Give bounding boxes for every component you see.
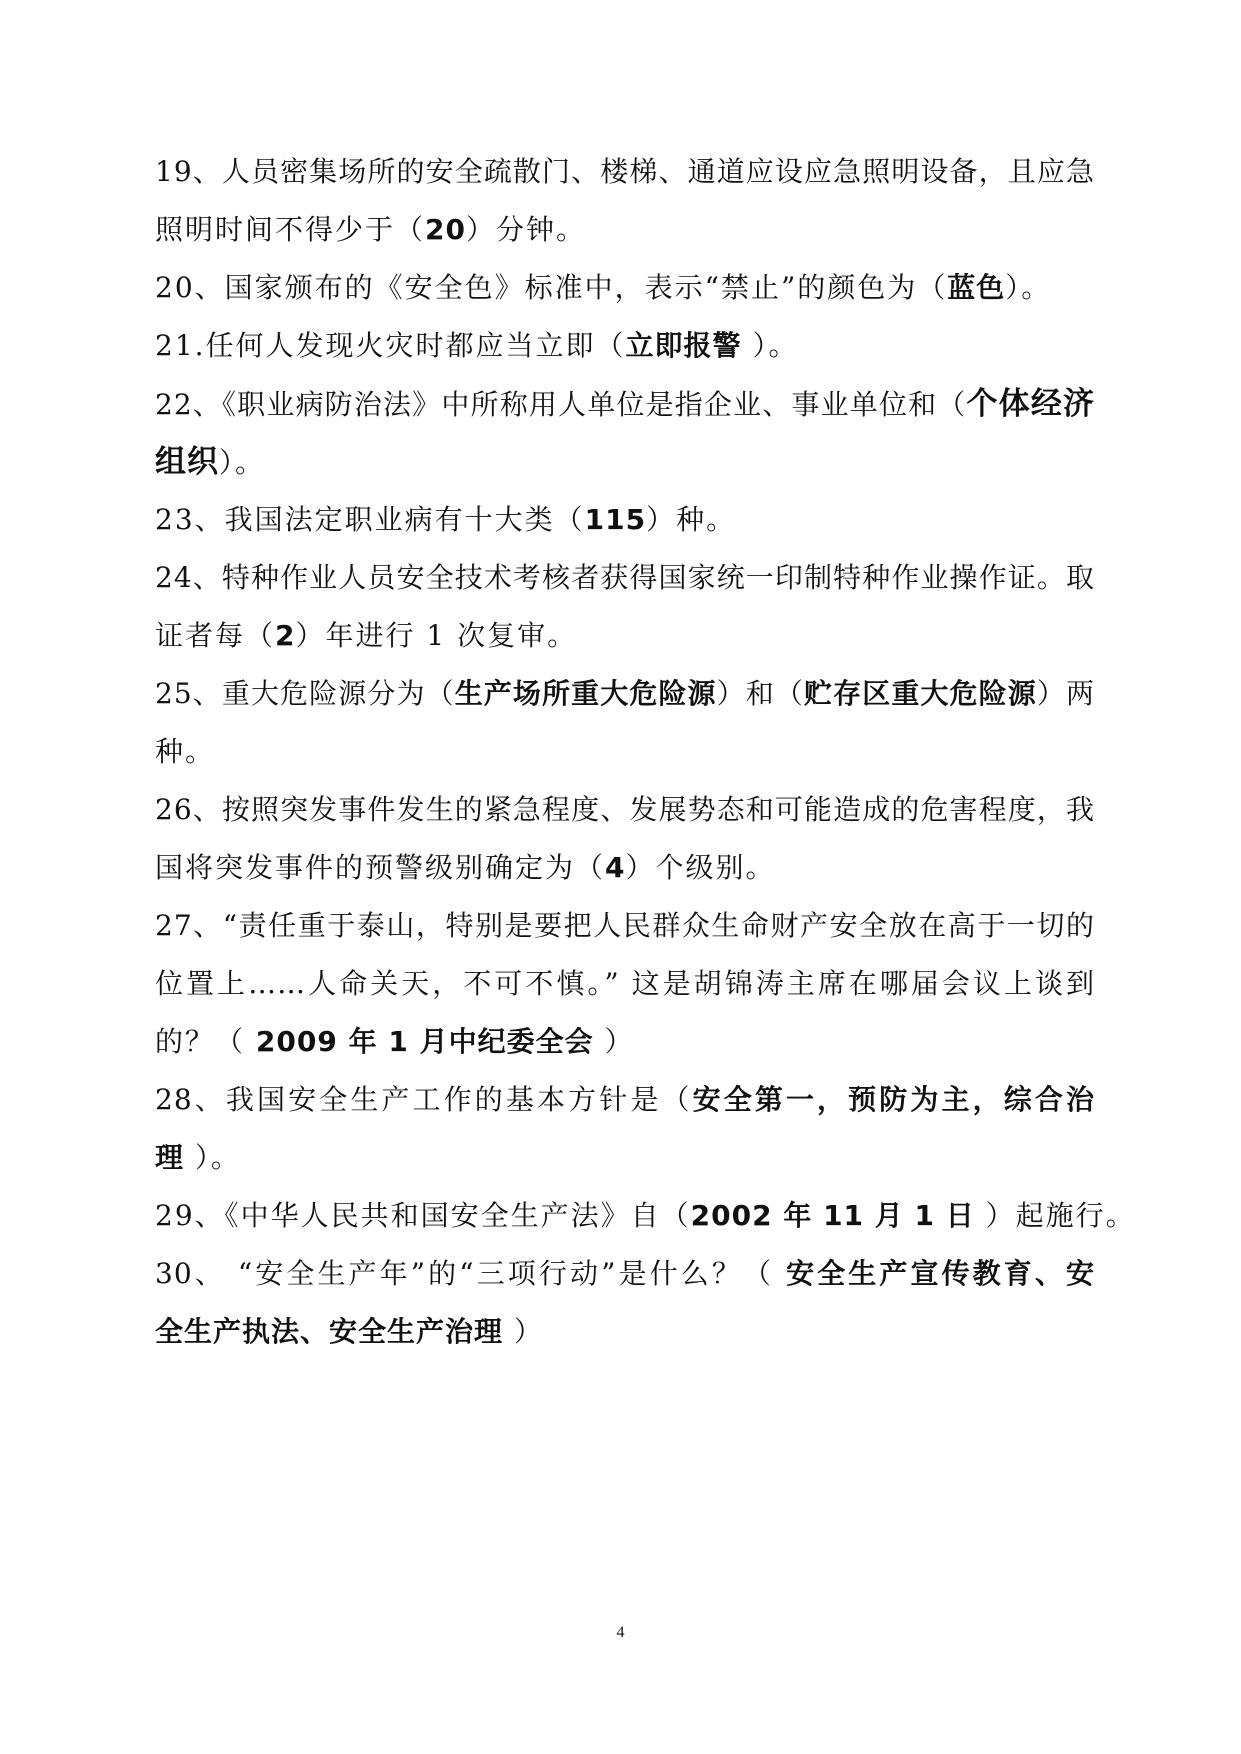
answer-text: 安全第一，预防为主，综合治	[692, 1083, 1095, 1116]
question-text: ）。	[741, 329, 799, 362]
question-text: ）分钟。	[465, 213, 586, 246]
question-30-line-1	[155, 1249, 1095, 1299]
question-text: ）起施行。	[974, 1199, 1136, 1232]
question-27-line-3	[155, 1017, 1095, 1067]
question-text: 照明时间不得少于（	[155, 213, 426, 246]
question-27-line-2	[155, 959, 1095, 1009]
question-text: ）年进行 1 次复审。	[295, 619, 578, 652]
question-28-line-2	[155, 1133, 1095, 1183]
answer-text: 2002 年 11 月 1 日	[690, 1199, 975, 1232]
question-19-line-2	[155, 205, 1095, 255]
question-26-line-1	[155, 785, 1095, 835]
answer-text: 理	[155, 1141, 185, 1174]
answer-text: 4	[605, 851, 626, 884]
question-text: ）两	[1036, 677, 1095, 710]
answer-text: 20	[425, 213, 466, 246]
question-text: 证者每（	[155, 619, 276, 652]
question-text: 24、特种作业人员安全技术考核者获得国家统一印制特种作业操作证。取	[155, 561, 1095, 594]
question-19-line-1	[155, 147, 1095, 197]
question-text: 30、 “安全生产年”的“三项行动”是什么？（	[155, 1257, 787, 1290]
question-text: 的？（	[155, 1025, 256, 1058]
question-text: 种。	[155, 735, 216, 768]
question-24-line-1	[155, 553, 1095, 603]
answer-text: 组织	[155, 444, 219, 480]
question-text: ）种。	[646, 503, 737, 536]
question-text: ）和（	[716, 677, 804, 710]
question-24-line-2	[155, 611, 1095, 661]
question-text: 国将突发事件的预警级别确定为（	[155, 851, 606, 884]
question-text: 21.任何人发现火灾时都应当立即（	[155, 329, 626, 362]
answer-text: 生产场所重大危险源	[454, 677, 717, 710]
question-text: 27、“责任重于泰山，特别是要把人民群众生命财产安全放在高于一切的	[155, 909, 1095, 942]
answer-text: 立即报警	[625, 329, 742, 362]
question-26-line-2	[155, 843, 1095, 893]
question-text: 26、按照突发事件发生的紧急程度、发展势态和可能造成的危害程度，我	[155, 793, 1095, 826]
question-text: 位置上……人命关天，不可不慎。” 这是胡锦涛主席在哪届会议上谈到	[155, 967, 1095, 1000]
question-25-line-1	[155, 669, 1095, 719]
question-text: 22、《职业病防治法》中所称用人单位是指企业、事业单位和（	[155, 388, 967, 421]
question-29-line-1	[155, 1191, 1136, 1241]
question-23-line-1	[155, 495, 1095, 545]
question-20-line-1	[155, 263, 1095, 313]
question-28-line-1	[155, 1075, 1095, 1125]
question-text: ）。	[1005, 271, 1052, 304]
question-27-line-1	[155, 901, 1095, 951]
question-text: 28、我国安全生产工作的基本方针是（	[155, 1083, 693, 1116]
question-text: ）。	[219, 446, 266, 479]
question-text: 23、我国法定职业病有十大类（	[155, 503, 585, 536]
question-30-line-2	[155, 1307, 1095, 1357]
question-text: 20、国家颁布的《安全色》标准中，表示“禁止”的颜色为（	[155, 271, 948, 304]
question-text: 29、《中华人民共和国安全生产法》自（	[155, 1199, 691, 1232]
answer-text: 115	[584, 503, 647, 536]
question-text: 25、重大危险源分为（	[155, 677, 455, 710]
answer-text: 蓝色	[947, 271, 1006, 304]
answer-text: 安全生产宣传教育、安	[786, 1257, 1095, 1290]
question-25-line-2	[155, 727, 1095, 777]
question-22-line-1	[155, 379, 1095, 429]
question-21-line-1	[155, 321, 1095, 371]
answer-text: 2009 年 1 月中纪委全会	[255, 1025, 594, 1058]
answer-text: 全生产执法、安全生产治理	[155, 1315, 504, 1348]
question-text: ）	[503, 1315, 544, 1348]
page-number: 4	[616, 1624, 625, 1641]
question-text: 19、人员密集场所的安全疏散门、楼梯、通道应设应急照明设备，且应急	[155, 155, 1095, 188]
question-text: ）	[593, 1025, 635, 1058]
question-text: ）个级别。	[625, 851, 776, 884]
answer-text: 2	[275, 619, 296, 652]
question-text: ）。	[184, 1141, 241, 1174]
answer-text: 贮存区重大危险源	[804, 677, 1037, 710]
question-22-line-2	[155, 437, 1095, 487]
answer-text: 个体经济	[966, 386, 1096, 422]
